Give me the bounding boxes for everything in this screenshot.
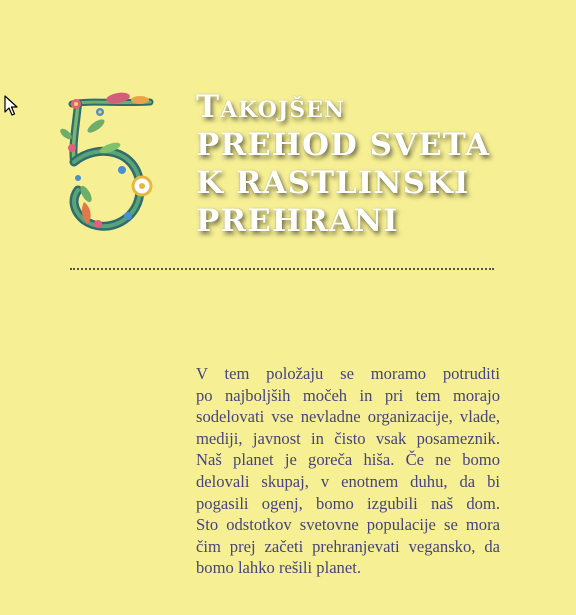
- paragraph-line: čim prej začeti prehranjevati vegansko, da: [196, 536, 500, 556]
- floral-number-five-icon: [58, 90, 168, 240]
- dotted-divider: [70, 268, 494, 270]
- paragraph-line: Naš planet je goreča hiša. Če ne bomo: [196, 450, 500, 470]
- paragraph-line: delovali skupaj, v enotnem duhu, da bi: [196, 471, 500, 491]
- paragraph-line: V tem položaju se moramo potruditi: [196, 364, 500, 383]
- paragraph-line: sodelovati vse nevladne organizacije, vlade,: [196, 407, 500, 427]
- chapter-title-line: K RASTLINSKI: [196, 165, 470, 201]
- body-paragraph: [196, 363, 500, 579]
- paragraph-line: mediji, javnost in čisto vsak posameznik.: [196, 428, 500, 448]
- chapter-title-line: PREHOD SVETA: [196, 127, 491, 163]
- paragraph-line: Sto odstotkov svetovne populacije se mora: [196, 515, 500, 535]
- mouse-pointer-icon: [4, 95, 20, 117]
- chapter-title-line: PREHRANI: [196, 203, 399, 239]
- paragraph-line: pogasili ogenj, bomo izgubili naš dom.: [196, 493, 500, 513]
- chapter-title-line: Takojšen: [196, 89, 346, 125]
- paragraph-line: po najboljših močeh in pri tem morajo: [196, 385, 500, 405]
- paragraph-line: bomo lahko rešili planet.: [196, 558, 361, 578]
- chapter-title: [196, 88, 516, 240]
